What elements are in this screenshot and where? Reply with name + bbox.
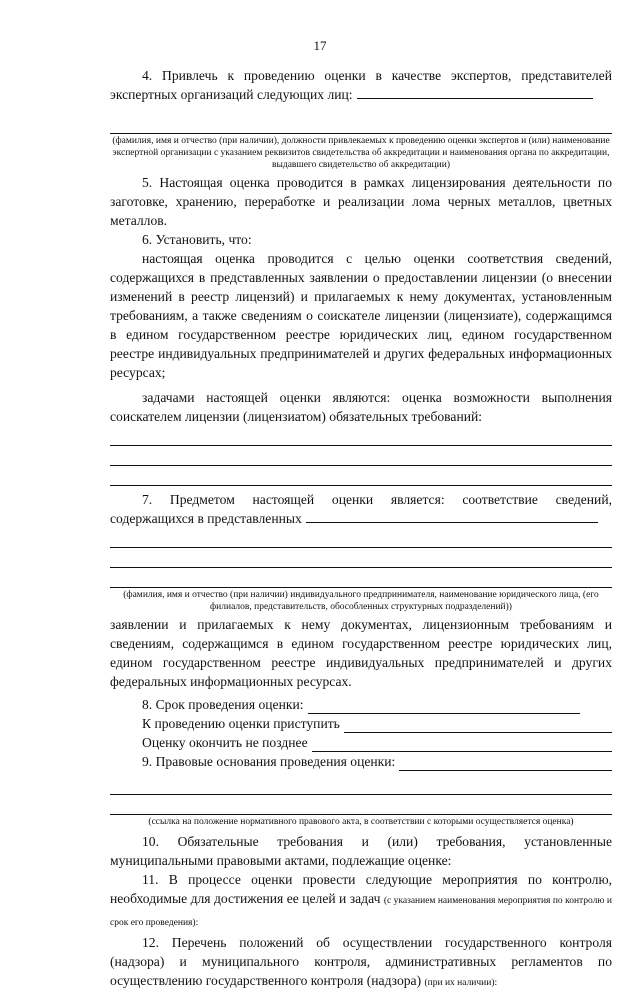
page-number: 17 [313,38,327,53]
item-6-para-1: настоящая оценка проводится с целью оценки соответствия сведений, содержащихся в представленных заявлении о предоставлении лицензии (о внесении изменений в реестр лицензий) и прилагаемых к нему документах, установленным требованиям, а также сведениям о соискателе лицензии (лицензиате), содержащимся в едином государственном реестре юридических лиц, едином государственном реестре индивидуальных предпринимателей и других федеральных информационных ресурсах; [110,251,612,380]
item-8-heading: 8. Срок проведения оценки: [142,697,304,712]
item-12-note: (при их наличии): [424,978,498,988]
item-7-blank-line-2[interactable] [110,552,612,568]
item-9-text: 9. Правовые основания проведения оценки: [142,754,396,769]
item-8-start-blank[interactable] [344,717,612,733]
item-8-end-row [110,733,612,752]
item-9-blank-line-2[interactable] [110,799,612,815]
item-11-note: (с указанием наименования мероприятия по контролю и срок его проведения): [110,896,612,928]
item-7-blank-line-1[interactable] [110,532,612,548]
item-4-note: (фамилия, имя и отчество (при наличии), должности привлекаемых к проведению оценки экспертов и (или) наименование экспертной организации с указанием реквизитов свидетельства об аккредитации и наименования органа по аккредитации, выдавшего свидетельство об аккредитации) [112,136,610,170]
item-6-heading: 6. Установить, что: [142,232,252,247]
item-8-blank[interactable] [308,698,580,714]
item-7-continuation: заявлении и прилагаемых к нему документах, лицензионным требованиям и сведениям, содержащимся в едином государственном реестре юридических лиц, едином государственном реестре индивидуальных предпринимателей и других федеральных информационных ресурсах. [110,617,612,689]
item-4 [110,66,612,171]
item-4-blank-line[interactable] [110,118,612,134]
item-9-note: (ссылка на положение нормативного правового акта, в соответствии с которыми осуществляется оценка) [148,817,574,827]
item-8-start-row [110,714,612,733]
item-9-row [110,752,612,771]
item-4-blank[interactable] [357,86,593,99]
item-7-blank[interactable] [306,510,598,523]
item-8-end-label: Оценку окончить не позднее [142,735,308,750]
document-body [110,66,612,993]
item-7-blank-line-3[interactable] [110,572,612,588]
item-8-end-blank[interactable] [312,736,612,752]
item-6-para-2: задачами настоящей оценки являются: оценка возможности выполнения соискателем лицензии (лицензиатом) обязательных требований: [110,390,612,424]
item-8-start-label: К проведению оценки приступить [142,716,340,731]
item-6-blank-line-3[interactable] [110,470,612,486]
item-7-text: 7. Предметом настоящей оценки является: соответствие сведений, содержащихся в представленных [110,492,612,526]
item-7-note: (фамилия, имя и отчество (при наличии) индивидуального предпринимателя, наименование юридического лица, (его филиалов, представительств, обособленных структурных подразделений)) [123,590,599,612]
item-12-text: 12. Перечень положений об осуществлении государственного контроля (надзора) и муниципального контроля, административных регламентов по осуществлению государственного контроля (надзора) (при их наличии): [110,935,612,988]
item-9-blank-line-1[interactable] [110,779,612,795]
item-6-blank-line-2[interactable] [110,450,612,466]
item-6-blank-line-1[interactable] [110,430,612,446]
item-10-text: 10. Обязательные требования и (или) требования, установленные муниципальными правовыми актами, подлежащие оценке: [110,834,612,868]
item-11-text: 11. В процессе оценки провести следующие мероприятия по контролю, необходимые для достижения ее целей и задач (с указанием наименования мероприятия по контролю и срок его проведения): [110,872,612,928]
item-8-row [110,695,612,714]
item-5-text: 5. Настоящая оценка проводится в рамках лицензирования деятельности по заготовке, хранению, переработке и реализации лома черных металлов, цветных металлов. [110,175,612,228]
item-4-text: 4. Привлечь к проведению оценки в качестве экспертов, представителей экспертных организаций следующих лиц: [110,68,612,102]
item-9-blank[interactable] [399,755,612,771]
